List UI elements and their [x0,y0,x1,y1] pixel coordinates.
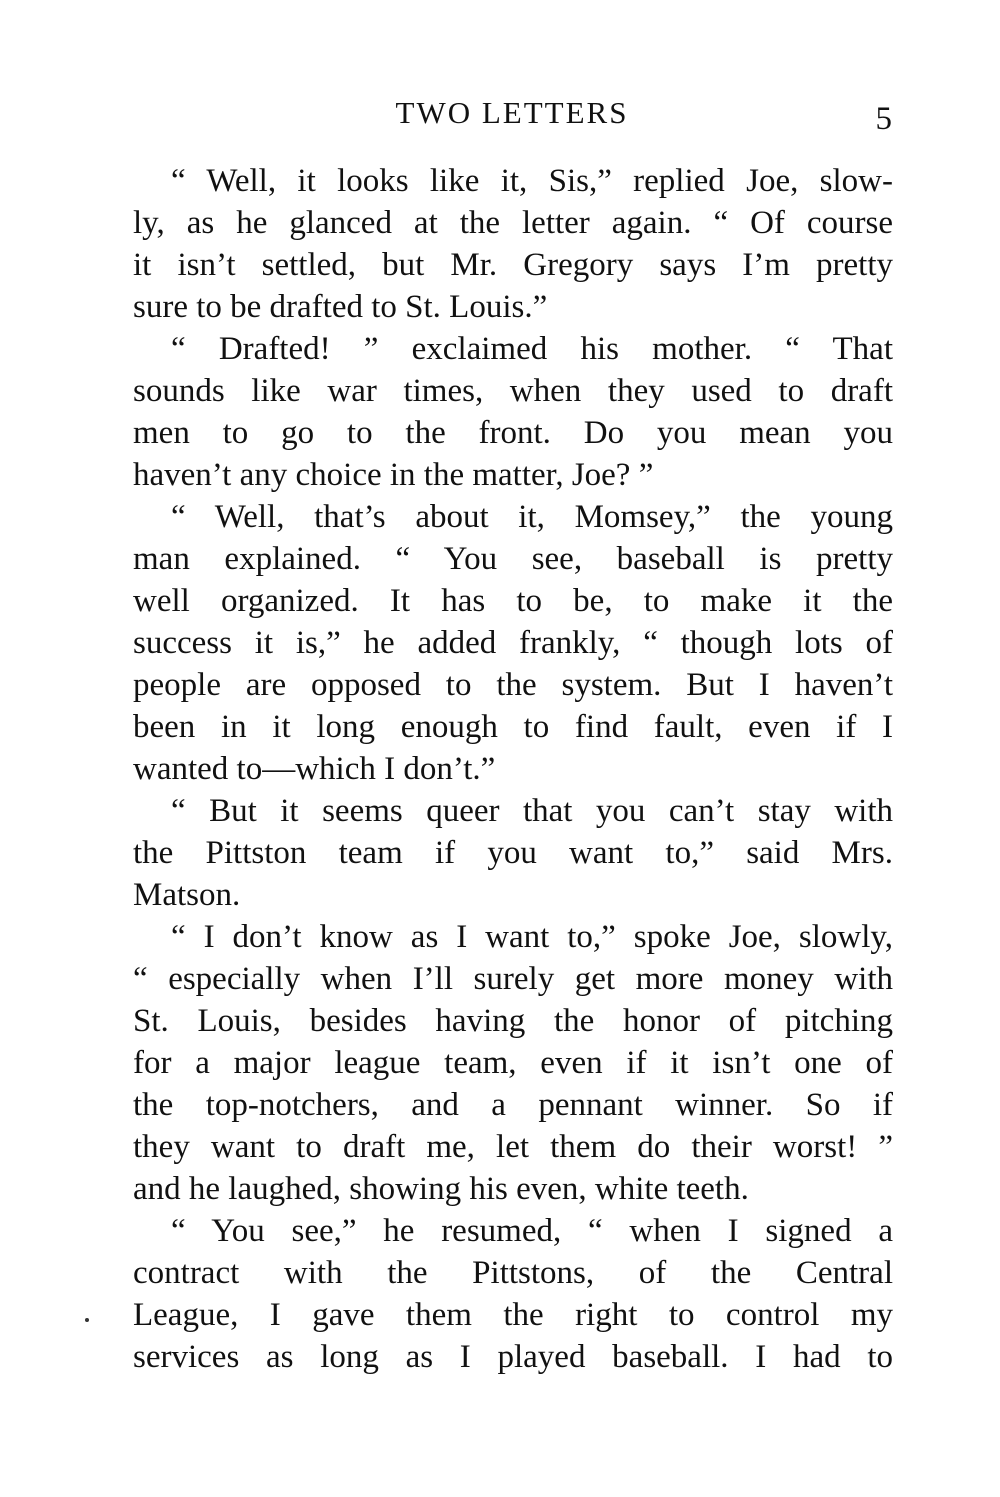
text-line: “ Drafted! ” exclaimed his mother. “ That [171,331,893,367]
text-line: “ You see,” he resumed, “ when I signed a [171,1213,893,1249]
text-line: wanted to—which I don’t.” [133,751,496,787]
margin-dot [85,1318,89,1322]
text-line: the top-notchers, and a pennant winner. So if [133,1087,893,1123]
text-line: for a major league team, even if it isn’t one of [133,1045,893,1081]
text-line: success it is,” he added frankly, “ though lots of [133,625,893,661]
page-number: 5 [875,101,892,137]
text-line: contract with the Pittstons, of the Central [133,1255,893,1291]
text-line: services as long as I played baseball. I had to [133,1339,893,1375]
text-line: “ Well, that’s about it, Momsey,” the young [171,499,893,535]
text-line: haven’t any choice in the matter, Joe? ” [133,457,654,493]
text-line: it isn’t settled, but Mr. Gregory says I’m pretty [133,247,893,283]
text-line: “ But it seems queer that you can’t stay with [171,793,893,829]
chapter-title: TWO LETTERS [395,95,629,130]
text-line: and he laughed, showing his even, white teeth. [133,1171,749,1207]
text-line: “ Well, it looks like it, Sis,” replied Joe, slow- [171,163,893,199]
running-head [132,95,892,135]
body-text [133,160,893,1378]
text-line: St. Louis, besides having the honor of pitching [133,1003,893,1039]
text-line: “ especially when I’ll surely get more money with [133,961,893,997]
text-line: ly, as he glanced at the letter again. “ Of course [133,205,893,241]
text-line: League, I gave them the right to control my [133,1297,893,1333]
text-line: well organized. It has to be, to make it the [133,583,893,619]
text-line: “ I don’t know as I want to,” spoke Joe, slowly, [171,919,893,955]
text-line: the Pittston team if you want to,” said Mrs. [133,835,893,871]
text-line: sounds like war times, when they used to draft [133,373,893,409]
text-line: been in it long enough to find fault, even if I [133,709,893,745]
text-line: they want to draft me, let them do their worst! ” [133,1129,893,1165]
text-line: Matson. [133,877,241,913]
text-line: people are opposed to the system. But I haven’t [133,667,893,703]
text-line: men to go to the front. Do you mean you [133,415,893,451]
text-line: man explained. “ You see, baseball is pretty [133,541,893,577]
text-line: sure to be drafted to St. Louis.” [133,289,548,325]
